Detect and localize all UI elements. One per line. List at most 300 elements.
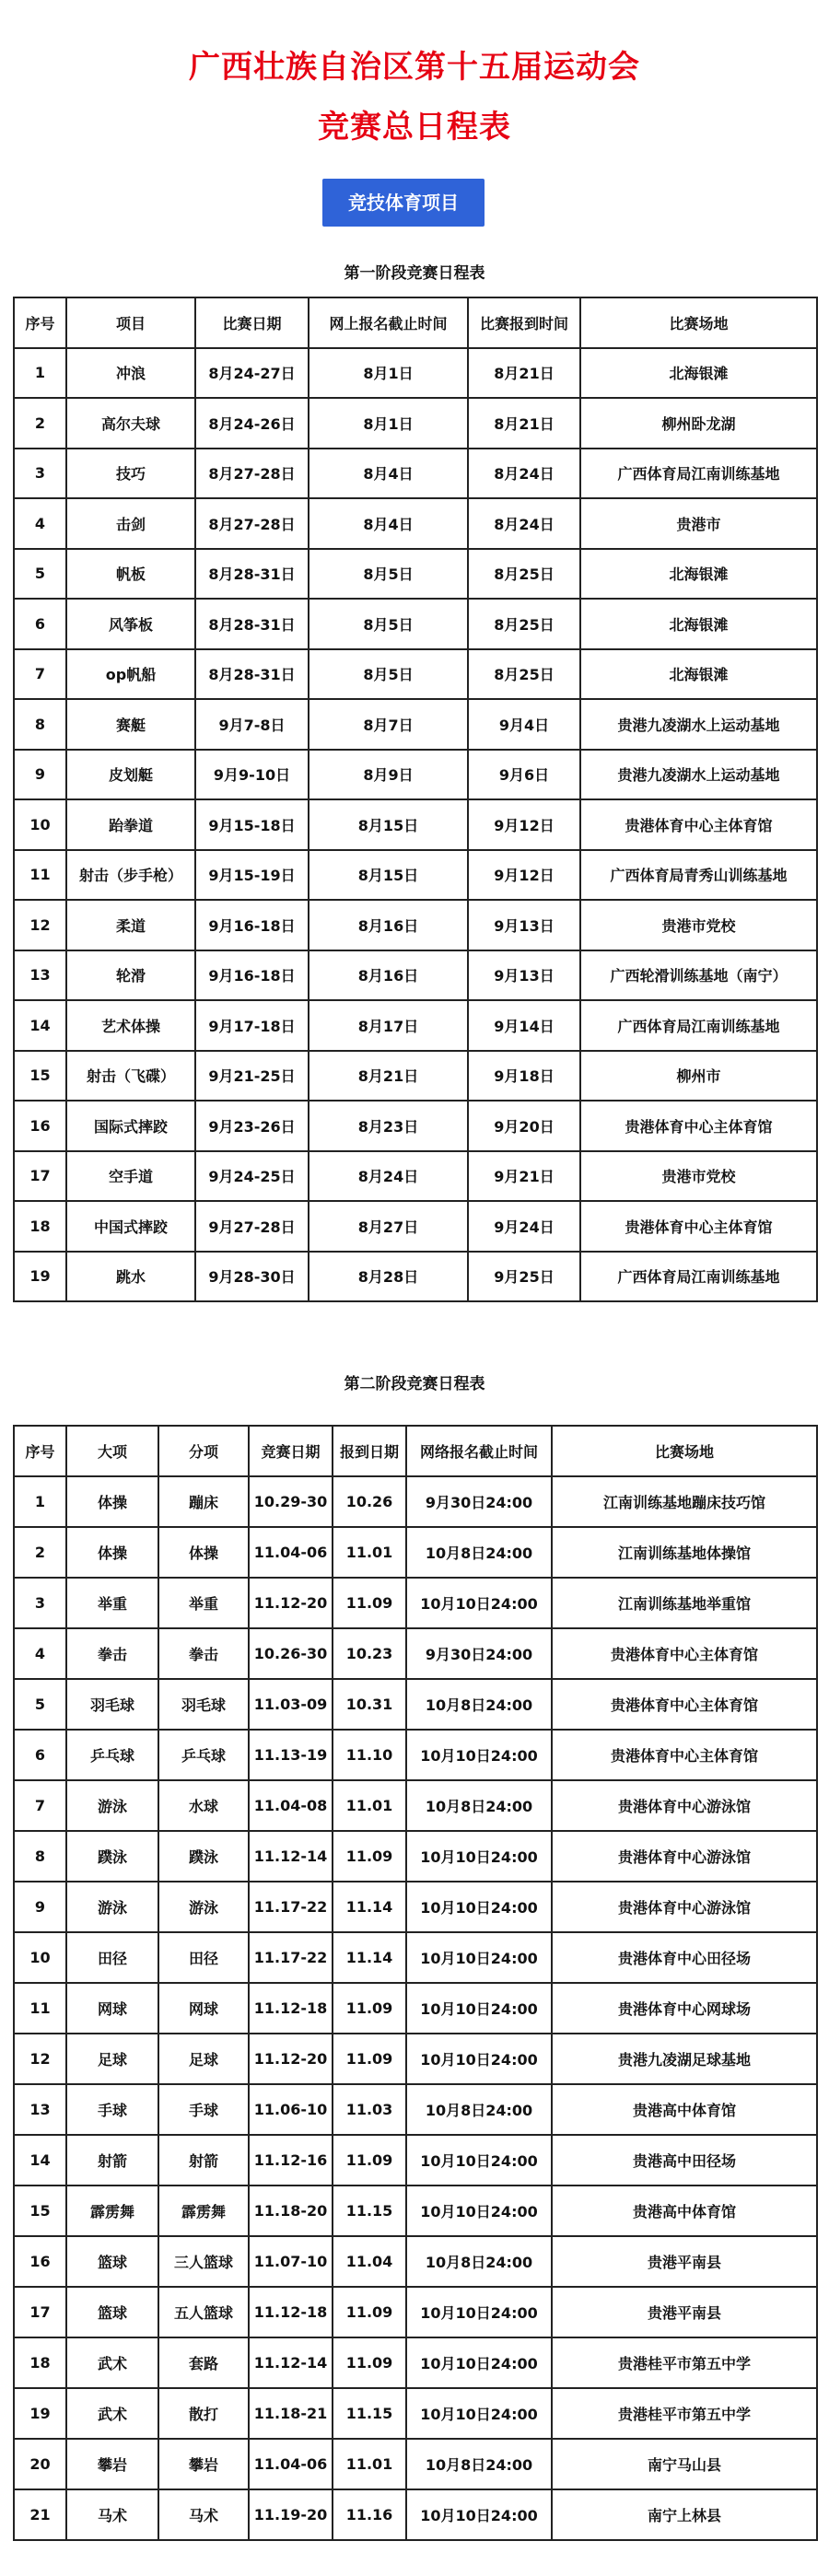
table-cell: 贵港桂平市第五中学 [552,2388,817,2439]
table-cell: 7 [14,1780,66,1831]
table-cell: 10月10日24:00 [406,1932,552,1983]
category-tag: 竞技体育项目 [322,179,485,227]
table-cell: 攀岩 [158,2439,249,2489]
table-cell: 8月4日 [309,498,468,549]
table-cell: 9月30日24:00 [406,1628,552,1679]
table-cell: 21 [14,2489,66,2540]
table-cell: 11.15 [333,2388,406,2439]
table-cell: 10.31 [333,1679,406,1730]
table-cell: 10月10日24:00 [406,2135,552,2186]
table-cell: 国际式摔跤 [66,1101,195,1151]
table-cell: 江南训练基地体操馆 [552,1527,817,1578]
table-cell: 1 [14,348,66,399]
table-cell: 8月7日 [309,699,468,750]
table-cell: 14 [14,1000,66,1051]
table-cell: 8月27日 [309,1201,468,1252]
table-cell: 11.16 [333,2489,406,2540]
table-cell: 10月8日24:00 [406,1679,552,1730]
table-cell: 19 [14,2388,66,2439]
table-cell: 10月10日24:00 [406,2186,552,2236]
table-cell: 8月4日 [309,449,468,499]
table-cell: 15 [14,2186,66,2236]
table-row [14,2034,817,2084]
table-cell: 柔道 [66,900,195,950]
table-cell: 冲浪 [66,348,195,399]
table-cell: 9 [14,750,66,800]
table-cell: 北海银滩 [580,549,817,600]
table-row [14,449,817,499]
table-cell: 11.12-18 [249,2287,333,2337]
table-cell: 贵港九凌湖足球基地 [552,2034,817,2084]
table-cell: 8月17日 [309,1000,468,1051]
table-cell: 9月25日 [468,1252,580,1302]
table-cell: 4 [14,1628,66,1679]
table-cell: 10月10日24:00 [406,2034,552,2084]
table-cell: 贵港体育中心主体育馆 [552,1730,817,1780]
table-row [14,900,817,950]
table-cell: 射箭 [158,2135,249,2186]
table-cell: 8月24日 [309,1151,468,1202]
table-cell: 蹦床 [158,1476,249,1527]
table-cell: op帆船 [66,649,195,700]
table-cell: 9月14日 [468,1000,580,1051]
table-row [14,750,817,800]
table-cell: 8月28-31日 [195,549,309,600]
table-cell: 9月12日 [468,799,580,850]
stage1-schedule-table [13,297,818,1302]
table-row [14,599,817,649]
table-row [14,850,817,901]
table-cell: 8月15日 [309,799,468,850]
table-row [14,1201,817,1252]
table-cell: 11.04-08 [249,1780,333,1831]
column-header: 报到日期 [333,1426,406,1476]
table-cell: 11.09 [333,2034,406,2084]
stage2-title: 第二阶段竞赛日程表 [344,1375,485,1393]
table-cell: 贵港体育中心主体育馆 [552,1679,817,1730]
table-cell: 11.01 [333,1780,406,1831]
table-cell: 贵港市党校 [580,900,817,950]
stage2-schedule-table [13,1425,818,2541]
table-cell: 乒乓球 [158,1730,249,1780]
table-cell: 赛艇 [66,699,195,750]
table-cell: 17 [14,1151,66,1202]
table-cell: 10月10日24:00 [406,1730,552,1780]
column-header: 比赛场地 [580,297,817,348]
table-cell: 皮划艇 [66,750,195,800]
table-cell: 10月10日24:00 [406,1831,552,1882]
page-subtitle: 竞赛总日程表 [318,109,511,146]
table-row [14,2337,817,2388]
table-cell: 三人篮球 [158,2236,249,2287]
table-cell: 9月16-18日 [195,950,309,1001]
table-cell: 11.12-18 [249,1983,333,2034]
table-cell: 11.09 [333,1578,406,1628]
table-cell: 举重 [66,1578,158,1628]
table-row [14,649,817,700]
table-cell: 贵港平南县 [552,2287,817,2337]
table-cell: 11.04 [333,2236,406,2287]
table-cell: 10月10日24:00 [406,1882,552,1932]
table-cell: 13 [14,950,66,1001]
table-cell: 8 [14,1831,66,1882]
table-cell: 11.13-19 [249,1730,333,1780]
table-cell: 8月28-31日 [195,649,309,700]
table-cell: 游泳 [66,1780,158,1831]
table-cell: 11.01 [333,1527,406,1578]
table-cell: 11.10 [333,1730,406,1780]
table-cell: 跆拳道 [66,799,195,850]
table-cell: 贵港体育中心主体育馆 [580,1201,817,1252]
table-cell: 贵港体育中心网球场 [552,1983,817,2034]
table-cell: 10.26 [333,1476,406,1527]
table-row [14,1932,817,1983]
table-cell: 9月15-19日 [195,850,309,901]
table-row [14,2287,817,2337]
table-cell: 11.09 [333,1831,406,1882]
table-cell: 11.18-20 [249,2186,333,2236]
table-cell: 11.18-21 [249,2388,333,2439]
table-row [14,498,817,549]
table-cell: 11.15 [333,2186,406,2236]
table-cell: 11 [14,1983,66,2034]
table-cell: 轮滑 [66,950,195,1001]
table-cell: 11.14 [333,1882,406,1932]
table-row [14,2135,817,2186]
table-cell: 广西轮滑训练基地（南宁） [580,950,817,1001]
table-row [14,1780,817,1831]
table-cell: 霹雳舞 [66,2186,158,2236]
table-cell: 10月10日24:00 [406,2287,552,2337]
table-cell: 体操 [66,1527,158,1578]
table-cell: 8月25日 [468,549,580,600]
table-cell: 北海银滩 [580,599,817,649]
table-cell: 8月27-28日 [195,449,309,499]
table-cell: 散打 [158,2388,249,2439]
table-cell: 贵港体育中心游泳馆 [552,1882,817,1932]
column-header: 分项 [158,1426,249,1476]
table-cell: 10月10日24:00 [406,2489,552,2540]
table-cell: 跳水 [66,1252,195,1302]
table-cell: 武术 [66,2388,158,2439]
table-cell: 9月24日 [468,1201,580,1252]
table-cell: 9月6日 [468,750,580,800]
table-cell: 霹雳舞 [158,2186,249,2236]
table-cell: 贵港市 [580,498,817,549]
table-cell: 1 [14,1476,66,1527]
table-cell: 贵港九凌湖水上运动基地 [580,699,817,750]
table-cell: 篮球 [66,2236,158,2287]
table-cell: 贵港体育中心游泳馆 [552,1831,817,1882]
table-cell: 11.03 [333,2084,406,2135]
table-cell: 击剑 [66,498,195,549]
table-cell: 射击（步手枪） [66,850,195,901]
table-cell: 江南训练基地举重馆 [552,1578,817,1628]
table-cell: 16 [14,2236,66,2287]
table-cell: 6 [14,599,66,649]
table-cell: 9月16-18日 [195,900,309,950]
table-cell: 射击（飞碟） [66,1051,195,1102]
table-cell: 帆板 [66,549,195,600]
table-cell: 8月21日 [468,398,580,449]
table-cell: 20 [14,2439,66,2489]
table-cell: 9月28-30日 [195,1252,309,1302]
table-cell: 8月23日 [309,1101,468,1151]
table-cell: 11.12-16 [249,2135,333,2186]
table-cell: 攀岩 [66,2439,158,2489]
table-cell: 9月4日 [468,699,580,750]
table-cell: 14 [14,2135,66,2186]
table-cell: 10.29-30 [249,1476,333,1527]
table-row [14,1831,817,1882]
table-cell: 10 [14,1932,66,1983]
table-cell: 空手道 [66,1151,195,1202]
table-cell: 6 [14,1730,66,1780]
table-row [14,1527,817,1578]
table-cell: 8月9日 [309,750,468,800]
table-row [14,1101,817,1151]
table-cell: 贵港高中体育馆 [552,2186,817,2236]
table-cell: 贵港桂平市第五中学 [552,2337,817,2388]
table-cell: 10.26-30 [249,1628,333,1679]
table-cell: 广西体育局江南训练基地 [580,1000,817,1051]
table-cell: 8月25日 [468,599,580,649]
table-cell: 10月8日24:00 [406,1780,552,1831]
table-cell: 16 [14,1101,66,1151]
column-header: 比赛报到时间 [468,297,580,348]
table-row [14,1882,817,1932]
column-header: 竞赛日期 [249,1426,333,1476]
table-cell: 7 [14,649,66,700]
table-cell: 体操 [66,1476,158,1527]
table-cell: 田径 [66,1932,158,1983]
table-cell: 手球 [66,2084,158,2135]
table-cell: 马术 [158,2489,249,2540]
table-cell: 11.01 [333,2439,406,2489]
table-cell: 9月20日 [468,1101,580,1151]
table-cell: 8月16日 [309,950,468,1001]
table-cell: 9月9-10日 [195,750,309,800]
table-cell: 风筝板 [66,599,195,649]
table-cell: 8月15日 [309,850,468,901]
table-row [14,2084,817,2135]
table-cell: 12 [14,2034,66,2084]
table-cell: 马术 [66,2489,158,2540]
table-cell: 8月5日 [309,549,468,600]
table-row [14,2236,817,2287]
table-cell: 8月27-28日 [195,498,309,549]
table-cell: 艺术体操 [66,1000,195,1051]
table-cell: 9月24-25日 [195,1151,309,1202]
table-cell: 11.03-09 [249,1679,333,1730]
table-cell: 高尔夫球 [66,398,195,449]
table-row [14,1051,817,1102]
table-cell: 网球 [158,1983,249,2034]
column-header: 网上报名截止时间 [309,297,468,348]
table-cell: 网球 [66,1983,158,2034]
table-cell: 田径 [158,1932,249,1983]
table-row [14,549,817,600]
table-cell: 10月10日24:00 [406,2337,552,2388]
table-cell: 12 [14,900,66,950]
table-row [14,950,817,1001]
table-cell: 9月17-18日 [195,1000,309,1051]
table-cell: 9月12日 [468,850,580,901]
table-row [14,1983,817,2034]
table-cell: 贵港体育中心田径场 [552,1932,817,1983]
table-cell: 10月10日24:00 [406,2388,552,2439]
table-cell: 11.17-22 [249,1932,333,1983]
table-cell: 9 [14,1882,66,1932]
table-cell: 18 [14,2337,66,2388]
table-cell: 贵港市党校 [580,1151,817,1202]
table-cell: 11.04-06 [249,1527,333,1578]
table-row [14,1252,817,1302]
column-header: 比赛日期 [195,297,309,348]
table-row [14,348,817,399]
column-header: 序号 [14,1426,66,1476]
table-cell: 柳州市 [580,1051,817,1102]
table-row [14,398,817,449]
column-header: 比赛场地 [552,1426,817,1476]
column-header: 序号 [14,297,66,348]
table-cell: 11.14 [333,1932,406,1983]
table-cell: 9月27-28日 [195,1201,309,1252]
table-cell: 羽毛球 [158,1679,249,1730]
table-cell: 8月1日 [309,348,468,399]
table-cell: 羽毛球 [66,1679,158,1730]
table-cell: 11.19-20 [249,2489,333,2540]
table-cell: 技巧 [66,449,195,499]
table-cell: 8月21日 [309,1051,468,1102]
table-cell: 10月10日24:00 [406,1578,552,1628]
table-row [14,1151,817,1202]
table-cell: 蹼泳 [66,1831,158,1882]
table-cell: 9月21-25日 [195,1051,309,1102]
table-cell: 蹼泳 [158,1831,249,1882]
table-cell: 8月16日 [309,900,468,950]
table-cell: 贵港高中田径场 [552,2135,817,2186]
table-cell: 8月28日 [309,1252,468,1302]
table-row [14,2186,817,2236]
table-cell: 8月1日 [309,398,468,449]
table-cell: 5 [14,1679,66,1730]
table-cell: 广西体育局江南训练基地 [580,1252,817,1302]
table-cell: 2 [14,1527,66,1578]
table-cell: 北海银滩 [580,649,817,700]
table-cell: 11.12-20 [249,1578,333,1628]
table-cell: 贵港平南县 [552,2236,817,2287]
table-header-row [14,1426,817,1476]
table-cell: 5 [14,549,66,600]
table-cell: 11.12-20 [249,2034,333,2084]
table-cell: 3 [14,1578,66,1628]
table-cell: 套路 [158,2337,249,2388]
table-cell: 9月15-18日 [195,799,309,850]
table-cell: 8月5日 [309,649,468,700]
table-row [14,699,817,750]
table-cell: 举重 [158,1578,249,1628]
table-cell: 10月8日24:00 [406,1527,552,1578]
table-cell: 9月30日24:00 [406,1476,552,1527]
table-cell: 篮球 [66,2287,158,2337]
table-cell: 足球 [158,2034,249,2084]
table-cell: 11.12-14 [249,2337,333,2388]
column-header: 大项 [66,1426,158,1476]
table-cell: 9月18日 [468,1051,580,1102]
table-cell: 8月24-27日 [195,348,309,399]
table-cell: 8月24日 [468,449,580,499]
table-cell: 11.09 [333,2135,406,2186]
table-cell: 贵港高中体育馆 [552,2084,817,2135]
table-cell: 4 [14,498,66,549]
table-cell: 10月10日24:00 [406,1983,552,2034]
table-cell: 8 [14,699,66,750]
table-row [14,2489,817,2540]
table-cell: 乒乓球 [66,1730,158,1780]
page-title: 广西壮族自治区第十五届运动会 [189,49,640,86]
table-row [14,2439,817,2489]
stage1-title: 第一阶段竞赛日程表 [344,264,485,283]
table-cell: 手球 [158,2084,249,2135]
table-cell: 拳击 [158,1628,249,1679]
table-cell: 11.09 [333,2287,406,2337]
table-cell: 11.12-14 [249,1831,333,1882]
table-cell: 贵港体育中心主体育馆 [580,1101,817,1151]
table-row [14,799,817,850]
table-cell: 贵港体育中心游泳馆 [552,1780,817,1831]
table-cell: 11.17-22 [249,1882,333,1932]
table-row [14,1730,817,1780]
table-cell: 武术 [66,2337,158,2388]
table-cell: 江南训练基地蹦床技巧馆 [552,1476,817,1527]
table-cell: 17 [14,2287,66,2337]
table-cell: 体操 [158,1527,249,1578]
table-cell: 9月13日 [468,950,580,1001]
table-cell: 10月8日24:00 [406,2236,552,2287]
table-row [14,1578,817,1628]
table-cell: 8月25日 [468,649,580,700]
table-cell: 足球 [66,2034,158,2084]
table-cell: 中国式摔跤 [66,1201,195,1252]
table-cell: 广西体育局青秀山训练基地 [580,850,817,901]
table-cell: 10月8日24:00 [406,2084,552,2135]
table-cell: 10月8日24:00 [406,2439,552,2489]
table-cell: 2 [14,398,66,449]
table-cell: 8月24-26日 [195,398,309,449]
table-cell: 9月21日 [468,1151,580,1202]
table-cell: 11.09 [333,1983,406,2034]
table-cell: 游泳 [158,1882,249,1932]
table-cell: 8月21日 [468,348,580,399]
table-cell: 8月24日 [468,498,580,549]
column-header: 网络报名截止时间 [406,1426,552,1476]
table-cell: 水球 [158,1780,249,1831]
table-cell: 8月5日 [309,599,468,649]
table-row [14,1628,817,1679]
table-cell: 11.09 [333,2337,406,2388]
table-cell: 15 [14,1051,66,1102]
table-cell: 游泳 [66,1882,158,1932]
table-row [14,1476,817,1527]
table-cell: 南宁马山县 [552,2439,817,2489]
table-cell: 南宁上林县 [552,2489,817,2540]
table-cell: 射箭 [66,2135,158,2186]
table-cell: 9月13日 [468,900,580,950]
table-cell: 8月28-31日 [195,599,309,649]
table-cell: 3 [14,449,66,499]
column-header: 项目 [66,297,195,348]
